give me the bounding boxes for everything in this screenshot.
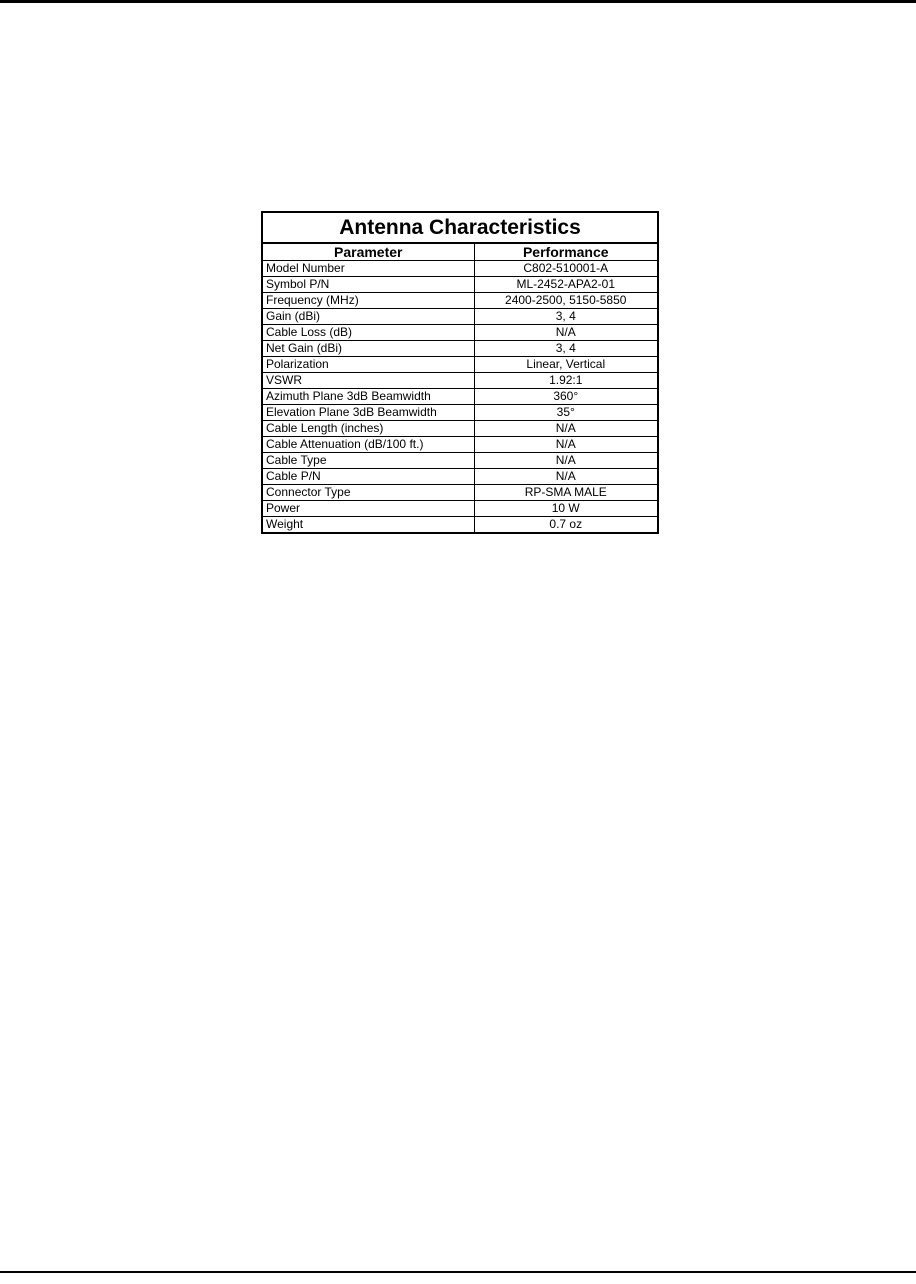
performance-cell: N/A [474, 325, 658, 341]
performance-cell: 0.7 oz [474, 517, 658, 534]
performance-cell: N/A [474, 469, 658, 485]
performance-cell: N/A [474, 437, 658, 453]
table-row [262, 517, 658, 534]
table-row [262, 309, 658, 325]
parameter-cell: Cable Length (inches) [262, 421, 474, 437]
parameter-cell: Cable P/N [262, 469, 474, 485]
table-row [262, 277, 658, 293]
table-header-row [262, 243, 658, 261]
performance-cell: N/A [474, 421, 658, 437]
column-header-parameter: Parameter [262, 243, 474, 261]
parameter-cell: Gain (dBi) [262, 309, 474, 325]
top-rule [0, 0, 916, 3]
performance-cell: 3, 4 [474, 341, 658, 357]
table-row [262, 485, 658, 501]
table-row [262, 357, 658, 373]
performance-cell: 1.92:1 [474, 373, 658, 389]
table-row [262, 405, 658, 421]
parameter-cell: VSWR [262, 373, 474, 389]
performance-cell: 10 W [474, 501, 658, 517]
table-row [262, 389, 658, 405]
column-header-performance: Performance [474, 243, 658, 261]
table-row [262, 325, 658, 341]
table-row [262, 293, 658, 309]
table-title: Antenna Characteristics [262, 212, 658, 243]
performance-cell: 35° [474, 405, 658, 421]
performance-cell: Linear, Vertical [474, 357, 658, 373]
performance-cell: N/A [474, 453, 658, 469]
parameter-cell: Power [262, 501, 474, 517]
performance-cell: 360° [474, 389, 658, 405]
performance-cell: 2400-2500, 5150-5850 [474, 293, 658, 309]
parameter-cell: Azimuth Plane 3dB Beamwidth [262, 389, 474, 405]
table-row [262, 421, 658, 437]
performance-cell: C802-510001-A [474, 261, 658, 277]
performance-cell: ML-2452-APA2-01 [474, 277, 658, 293]
table-row [262, 469, 658, 485]
table-row [262, 373, 658, 389]
table-row [262, 341, 658, 357]
table-title-row [262, 212, 658, 243]
parameter-cell: Connector Type [262, 485, 474, 501]
parameter-cell: Model Number [262, 261, 474, 277]
parameter-cell: Frequency (MHz) [262, 293, 474, 309]
performance-cell: RP-SMA MALE [474, 485, 658, 501]
parameter-cell: Weight [262, 517, 474, 534]
table-row [262, 437, 658, 453]
parameter-cell: Polarization [262, 357, 474, 373]
parameter-cell: Cable Attenuation (dB/100 ft.) [262, 437, 474, 453]
table-row [262, 501, 658, 517]
bottom-rule [0, 1271, 916, 1273]
antenna-characteristics-table [261, 211, 659, 534]
performance-cell: 3, 4 [474, 309, 658, 325]
table-row [262, 261, 658, 277]
parameter-cell: Elevation Plane 3dB Beamwidth [262, 405, 474, 421]
parameter-cell: Cable Loss (dB) [262, 325, 474, 341]
parameter-cell: Cable Type [262, 453, 474, 469]
parameter-cell: Symbol P/N [262, 277, 474, 293]
parameter-cell: Net Gain (dBi) [262, 341, 474, 357]
table-row [262, 453, 658, 469]
